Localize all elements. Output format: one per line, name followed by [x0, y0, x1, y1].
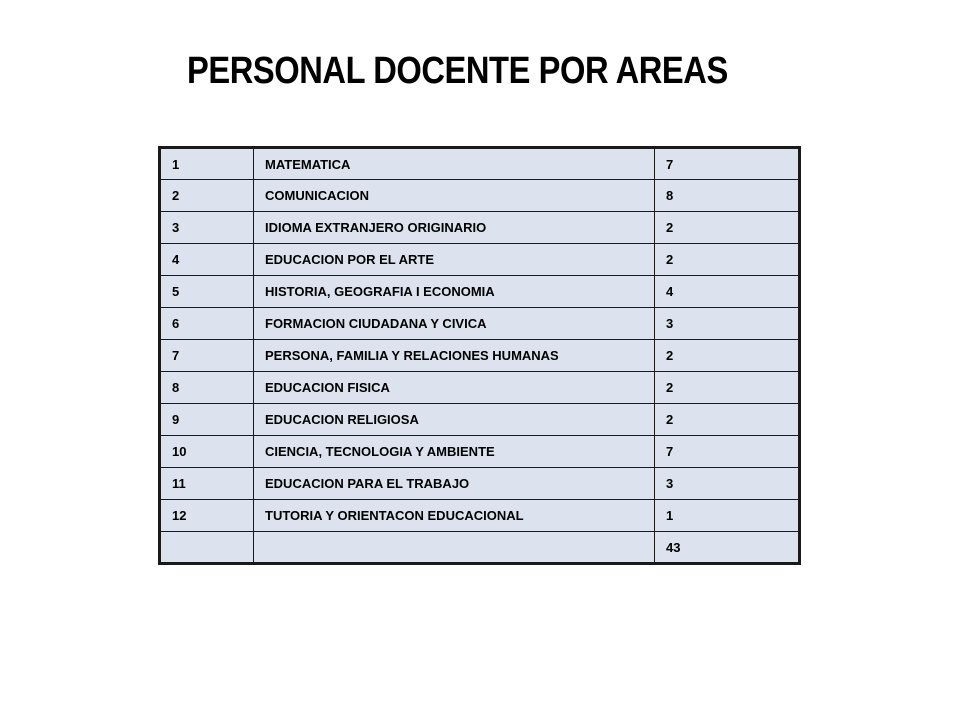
row-area: EDUCACION FISICA	[254, 372, 655, 404]
areas-table	[158, 146, 801, 565]
table-row	[160, 468, 800, 500]
row-area: IDIOMA EXTRANJERO ORIGINARIO	[254, 212, 655, 244]
row-number: 8	[160, 372, 254, 404]
row-count: 2	[655, 244, 800, 276]
table-row	[160, 372, 800, 404]
total-row	[160, 532, 800, 564]
row-number: 2	[160, 180, 254, 212]
row-count: 2	[655, 372, 800, 404]
table-row	[160, 436, 800, 468]
total-count: 43	[655, 532, 800, 564]
row-number: 5	[160, 276, 254, 308]
row-area: EDUCACION RELIGIOSA	[254, 404, 655, 436]
row-area: EDUCACION PARA EL TRABAJO	[254, 468, 655, 500]
row-count: 2	[655, 212, 800, 244]
row-count: 3	[655, 308, 800, 340]
row-number: 10	[160, 436, 254, 468]
table-row	[160, 212, 800, 244]
row-count: 8	[655, 180, 800, 212]
row-area: COMUNICACION	[254, 180, 655, 212]
table-container	[158, 146, 801, 565]
row-area: CIENCIA, TECNOLOGIA Y AMBIENTE	[254, 436, 655, 468]
row-number: 1	[160, 148, 254, 180]
table-row	[160, 148, 800, 180]
total-area-cell	[254, 532, 655, 564]
page-title: PERSONAL DOCENTE POR AREAS	[187, 50, 728, 92]
table-row	[160, 244, 800, 276]
table-row	[160, 404, 800, 436]
row-area: FORMACION CIUDADANA Y CIVICA	[254, 308, 655, 340]
row-number: 7	[160, 340, 254, 372]
row-count: 2	[655, 340, 800, 372]
row-area: EDUCACION POR EL ARTE	[254, 244, 655, 276]
row-number: 12	[160, 500, 254, 532]
row-area: TUTORIA Y ORIENTACON EDUCACIONAL	[254, 500, 655, 532]
row-number: 4	[160, 244, 254, 276]
table-row	[160, 180, 800, 212]
table-row	[160, 500, 800, 532]
row-count: 7	[655, 148, 800, 180]
row-count: 4	[655, 276, 800, 308]
total-number-cell	[160, 532, 254, 564]
row-count: 2	[655, 404, 800, 436]
row-count: 1	[655, 500, 800, 532]
row-area: PERSONA, FAMILIA Y RELACIONES HUMANAS	[254, 340, 655, 372]
row-count: 7	[655, 436, 800, 468]
row-area: MATEMATICA	[254, 148, 655, 180]
table-row	[160, 308, 800, 340]
row-number: 11	[160, 468, 254, 500]
table-body	[160, 148, 800, 564]
row-number: 9	[160, 404, 254, 436]
row-number: 6	[160, 308, 254, 340]
row-number: 3	[160, 212, 254, 244]
table-row	[160, 340, 800, 372]
row-count: 3	[655, 468, 800, 500]
table-row	[160, 276, 800, 308]
row-area: HISTORIA, GEOGRAFIA I ECONOMIA	[254, 276, 655, 308]
